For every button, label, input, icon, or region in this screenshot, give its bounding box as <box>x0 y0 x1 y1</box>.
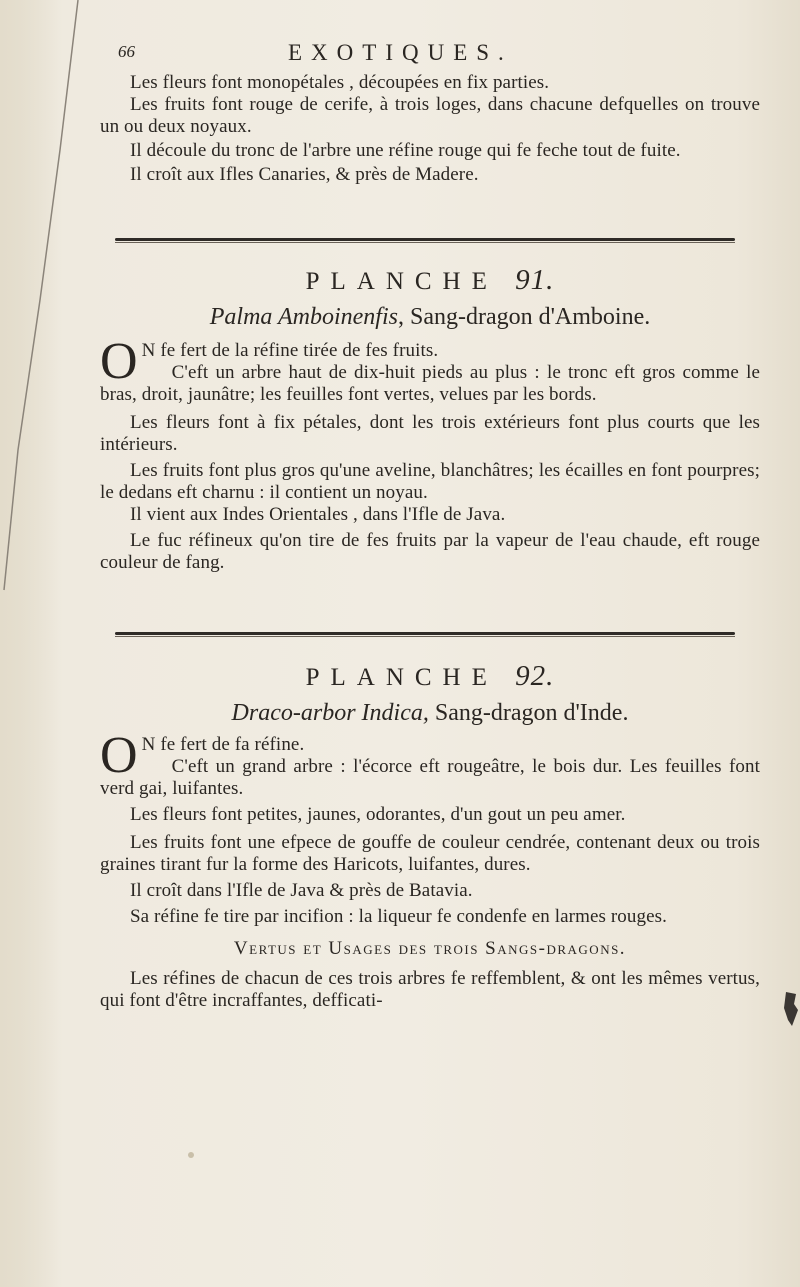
common-name: , Sang-dragon d'Amboine. <box>397 304 651 330</box>
dropcap-paragraph <box>100 727 760 800</box>
paragraph: Les réfines de chacun de ces trois arbres fe reffemblent, & ont les mêmes vertus, qui font d'être incraffantes, defficati- <box>100 968 760 1011</box>
page-number: 66 <box>118 42 135 61</box>
paragraph: Les fruits font plus gros qu'une aveline, blanchâtres; les écailles en font pourpres; le dedans eft charnu : il contient un noyau. <box>100 460 760 503</box>
ink-speck-mark <box>186 1150 196 1160</box>
planche-92-species <box>100 700 760 727</box>
planche-number: 92. <box>515 660 555 692</box>
planche-word: PLANCHE <box>305 664 498 691</box>
paragraph: C'eft un arbre haut de dix-huit pieds au plus : le tronc eft gros comme le bras, droit, jaunâtre; les feuilles font vertes, velues par les bords. <box>100 362 760 405</box>
intro-text <box>100 72 760 186</box>
paragraph: C'eft un grand arbre : l'écorce eft rougeâtre, le bois dur. Les feuilles font verd gai, luifantes. <box>100 756 760 799</box>
running-head: EXOTIQUES. <box>288 40 513 65</box>
paragraph: N fe fert de la réfine tirée de fes fruits. <box>141 340 439 361</box>
planche-91-heading <box>100 264 760 297</box>
paragraph: Il découle du tronc de l'arbre une réfine rouge qui fe feche tout de fuite. <box>130 140 681 161</box>
paragraph: Il vient aux Indes Orientales , dans l'Ifle de Java. <box>130 504 506 525</box>
paragraph: Les fleurs font monopétales , découpées en fix parties. <box>130 72 550 93</box>
drop-capital: O <box>100 727 138 784</box>
planche-word: PLANCHE <box>305 268 498 295</box>
dropcap-paragraph <box>100 333 760 406</box>
planche-92-text <box>100 727 760 1012</box>
paragraph: Il croît aux Ifles Canaries, & près de Madere. <box>130 164 479 185</box>
ink-blot-mark <box>782 990 800 1030</box>
drop-capital: O <box>100 333 138 390</box>
planche-92-heading <box>100 660 760 693</box>
planche-91-species <box>100 304 760 331</box>
paragraph: Il croît dans l'Ifle de Java & près de Batavia. <box>130 880 473 901</box>
paragraph: Les fruits font rouge de cerife, à trois loges, dans chacune defquelles on trouve un ou deux noyaux. <box>100 94 760 137</box>
latin-name: Draco-arbor Indica, <box>231 700 429 726</box>
paragraph: Le fuc réfineux qu'on tire de fes fruits par la vapeur de l'eau chaude, eft rouge couleur de fang. <box>100 530 760 573</box>
paragraph: Sa réfine fe tire par incifion : la liqueur fe condenfe en larmes rouges. <box>130 906 667 927</box>
planche-number: 91. <box>515 264 555 296</box>
page-curl-line <box>0 0 90 600</box>
section-rule <box>115 238 735 241</box>
paragraph: Les fleurs font à fix pétales, dont les trois extérieurs font plus courts que les intérieurs. <box>100 412 760 455</box>
paragraph: N fe fert de fa réfine. <box>141 734 305 755</box>
vertus-heading: Vertus et Usages des trois Sangs-dragons. <box>233 938 627 959</box>
latin-name: Palma Amboinenfis <box>209 304 398 330</box>
paragraph: Les fruits font une efpece de gouffe de couleur cendrée, contenant deux ou trois graines tirant fur la forme des Haricots, luifantes, dures. <box>100 832 760 875</box>
planche-91-text <box>100 333 760 574</box>
common-name: Sang-dragon d'Inde. <box>428 700 629 726</box>
section-rule <box>115 632 735 635</box>
paragraph: Les fleurs font petites, jaunes, odorantes, d'un gout un peu amer. <box>130 804 626 825</box>
page-header <box>118 42 738 68</box>
